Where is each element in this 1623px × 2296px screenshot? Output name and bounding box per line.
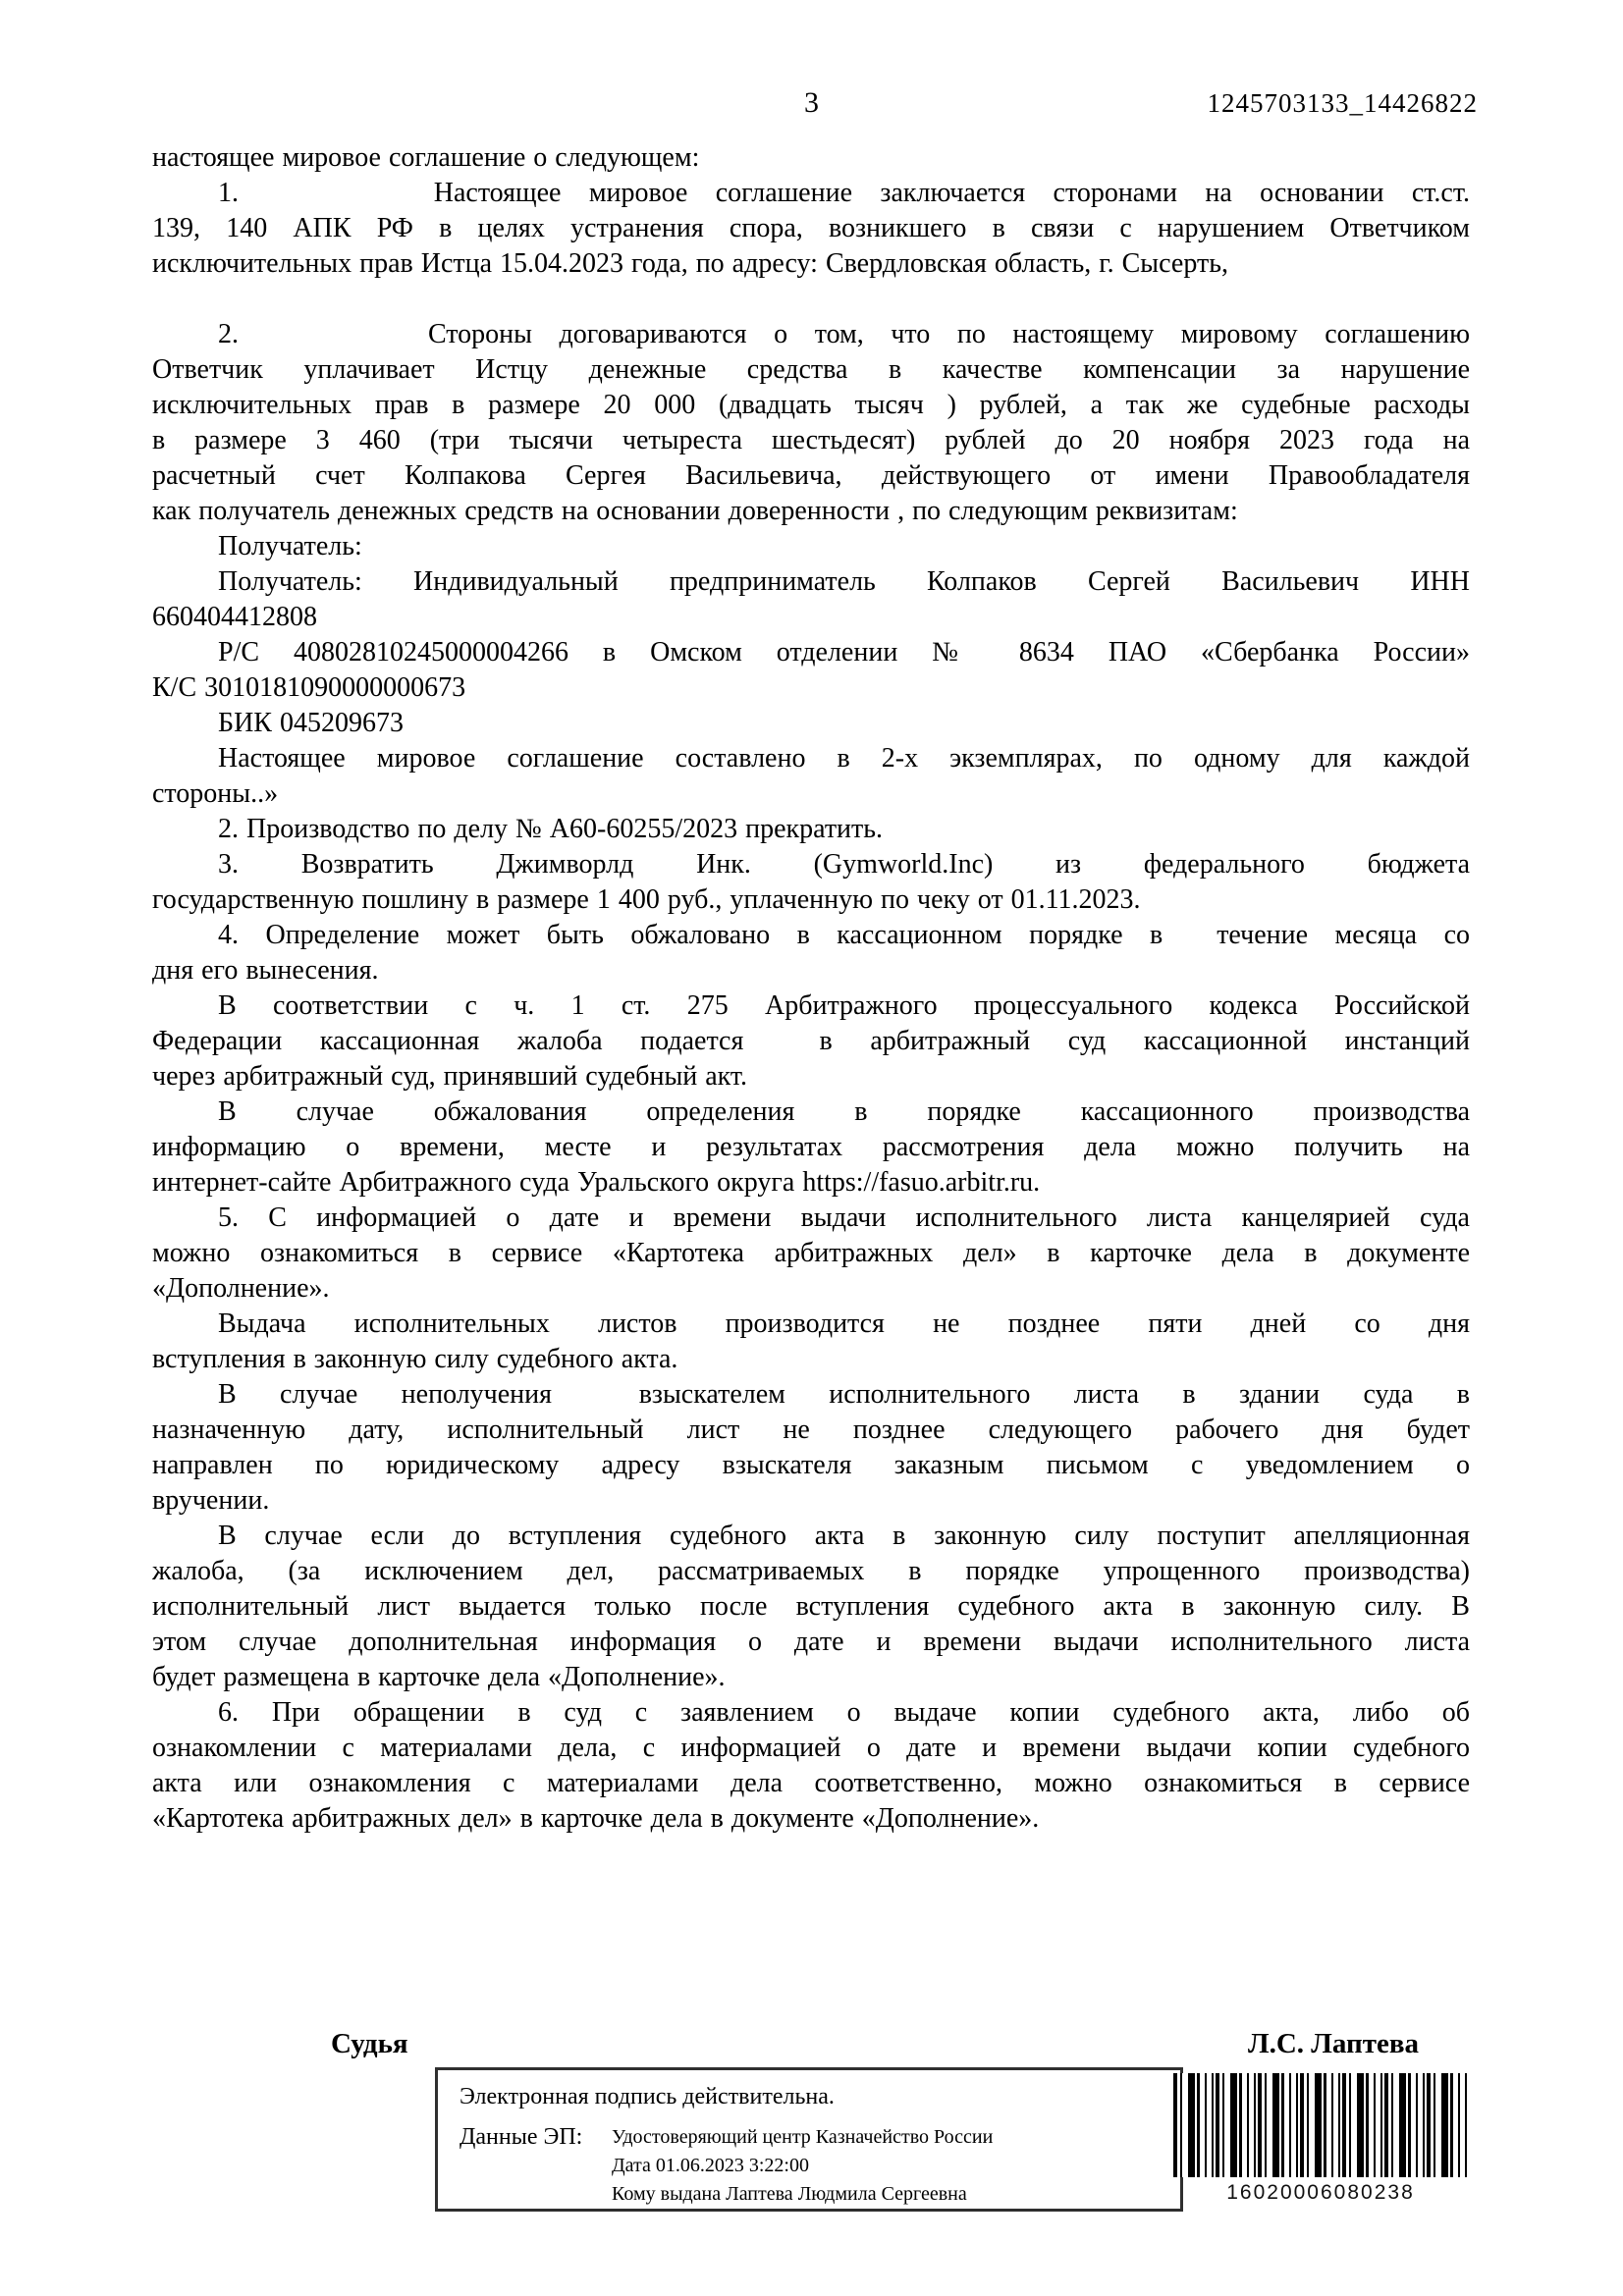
text-line: этом случае дополнительная информация о дате и времени выдачи исполнительного листа: [152, 1627, 1470, 1657]
barcode: [1173, 2073, 1468, 2205]
text-line: в размере 3 460 (три тысячи четыреста шестьдесят) рублей до 20 ноября 2023 года на: [152, 425, 1470, 455]
page-number: 3: [804, 86, 819, 119]
text-line: 4. Определение может быть обжаловано в кассационном порядке в течение месяца со: [218, 920, 1470, 950]
judge-role-label: Судья: [331, 2028, 408, 2059]
text-line: «Картотека арбитражных дел» в карточке дела в документе «Дополнение».: [152, 1803, 1040, 1834]
text-line: информацию о времени, месте и результатах рассмотрения дела можно получить на: [152, 1132, 1470, 1162]
stamp-details: [612, 2123, 993, 2209]
text-line: 3. Возвратить Джимворлд Инк. (Gymworld.Inc) из федерального бюджета: [218, 849, 1470, 880]
document-id: 1245703133_14426822: [1207, 88, 1478, 118]
text-line: 660404412808: [152, 602, 317, 632]
text-line: Федерации кассационная жалоба подается в арбитражный суд кассационной инстанций: [152, 1026, 1470, 1056]
text-line: 1. Настоящее мировое соглашение заключается сторонами на основании ст.ст.: [218, 178, 1470, 208]
text-line: через арбитражный суд, принявший судебный акт.: [152, 1061, 748, 1092]
text-line: Получатель:: [218, 531, 362, 561]
text-line: как получатель денежных средств на основании доверенности , по следующим реквизитам:: [152, 496, 1238, 526]
text-line: назначенную дату, исполнительный лист не позднее следующего рабочего дня будет: [152, 1415, 1470, 1445]
text-line: исполнительный лист выдается только после вступления судебного акта в законную силу. В: [152, 1591, 1470, 1622]
text-line: БИК 045209673: [218, 708, 404, 738]
text-line: дня его вынесения.: [152, 955, 379, 986]
stamp-data-label: Данные ЭП:: [460, 2124, 583, 2150]
text-line: исключительных прав в размере 20 000 (двадцать тысяч ) рублей, а так же судебные расходы: [152, 390, 1470, 420]
text-line: расчетный счет Колпакова Сергея Васильевича, действующего от имени Правообладателя: [152, 460, 1470, 491]
text-line: 2. Стороны договариваются о том, что по настоящему мировому соглашению: [218, 319, 1470, 349]
stamp-detail-issued-to: Кому выдана Лаптева Людмила Сергеевна: [612, 2183, 967, 2205]
text-line: Р/С 40802810245000004266 в Омском отделении № 8634 ПАО «Сбербанка России»: [218, 637, 1470, 667]
text-line: интернет-сайте Арбитражного суда Уральского округа https://fasuo.arbitr.ru.: [152, 1167, 1041, 1198]
barcode-bars-image: [1173, 2073, 1468, 2177]
text-line: Ответчик уплачивает Истцу денежные средства в качестве компенсации за нарушение: [152, 354, 1470, 385]
text-line: В случае обжалования определения в порядке кассационного производства: [218, 1096, 1470, 1127]
stamp-detail-date: Дата 01.06.2023 3:22:00: [612, 2155, 809, 2176]
text-line: будет размещена в карточке дела «Дополнение».: [152, 1662, 726, 1692]
text-line: государственную пошлину в размере 1 400 руб., уплаченную по чеку от 01.11.2023.: [152, 884, 1141, 915]
text-line: Настоящее мировое соглашение составлено в 2-х экземплярах, по одному для каждой: [218, 743, 1470, 774]
blank-line: [152, 282, 1470, 317]
barcode-number: 16020006080238: [1226, 2181, 1415, 2204]
document-body: [152, 140, 1470, 1837]
text-line: Выдача исполнительных листов производится не позднее пяти дней со дня: [218, 1308, 1470, 1339]
text-line: К/С 3010181090000000673: [152, 672, 466, 703]
stamp-detail-certifying-center: Удостоверяющий центр Казначейство России: [612, 2126, 994, 2148]
text-line: В случае неполучения взыскателем исполнительного листа в здании суда в: [218, 1379, 1470, 1410]
text-line: В случае если до вступления судебного акта в законную силу поступит апелляционная: [218, 1521, 1470, 1551]
text-line: 6. При обращении в суд с заявлением о выдаче копии судебного акта, либо об: [218, 1697, 1470, 1728]
judge-name: Л.С. Лаптева: [1247, 2028, 1419, 2059]
text-line: 5. С информацией о дате и времени выдачи исполнительного листа канцелярией суда: [218, 1202, 1470, 1233]
electronic-signature-stamp: [435, 2067, 1183, 2212]
text-line: направлен по юридическому адресу взыскателя заказным письмом с уведомлением о: [152, 1450, 1470, 1480]
text-line: «Дополнение».: [152, 1273, 330, 1304]
stamp-data-row: [460, 2123, 1180, 2209]
text-line: жалоба, (за исключением дел, рассматриваемых в порядке упрощенного производства): [152, 1556, 1470, 1586]
text-line: 139, 140 АПК РФ в целях устранения спора, возникшего в связи с нарушением Ответчиком: [152, 213, 1470, 243]
text-line: 2. Производство по делу № А60-60255/2023 прекратить.: [218, 814, 884, 844]
text-line: Получатель: Индивидуальный предприниматель Колпаков Сергей Васильевич ИНН: [218, 566, 1470, 597]
text-line: вручении.: [152, 1485, 270, 1516]
text-line: ознакомлении с материалами дела, с информацией о дате и времени выдачи копии судебного: [152, 1733, 1470, 1763]
text-line: стороны..»: [152, 778, 279, 809]
stamp-validity-text: Электронная подпись действительна.: [460, 2084, 835, 2109]
signature-row: [152, 2028, 1470, 2060]
text-line: исключительных прав Истца 15.04.2023 года, по адресу: Свердловская область, г. Сысерть,: [152, 248, 1228, 279]
text-line: можно ознакомиться в сервисе «Картотека арбитражных дел» в карточке дела в документе: [152, 1238, 1470, 1268]
text-line: акта или ознакомления с материалами дела соответственно, можно ознакомиться в сервисе: [152, 1768, 1470, 1798]
text-line: вступления в законную силу судебного акта.: [152, 1344, 678, 1374]
text-line: настоящее мировое соглашение о следующем:: [152, 142, 700, 173]
text-line: В соответствии с ч. 1 ст. 275 Арбитражного процессуального кодекса Российской: [218, 990, 1470, 1021]
